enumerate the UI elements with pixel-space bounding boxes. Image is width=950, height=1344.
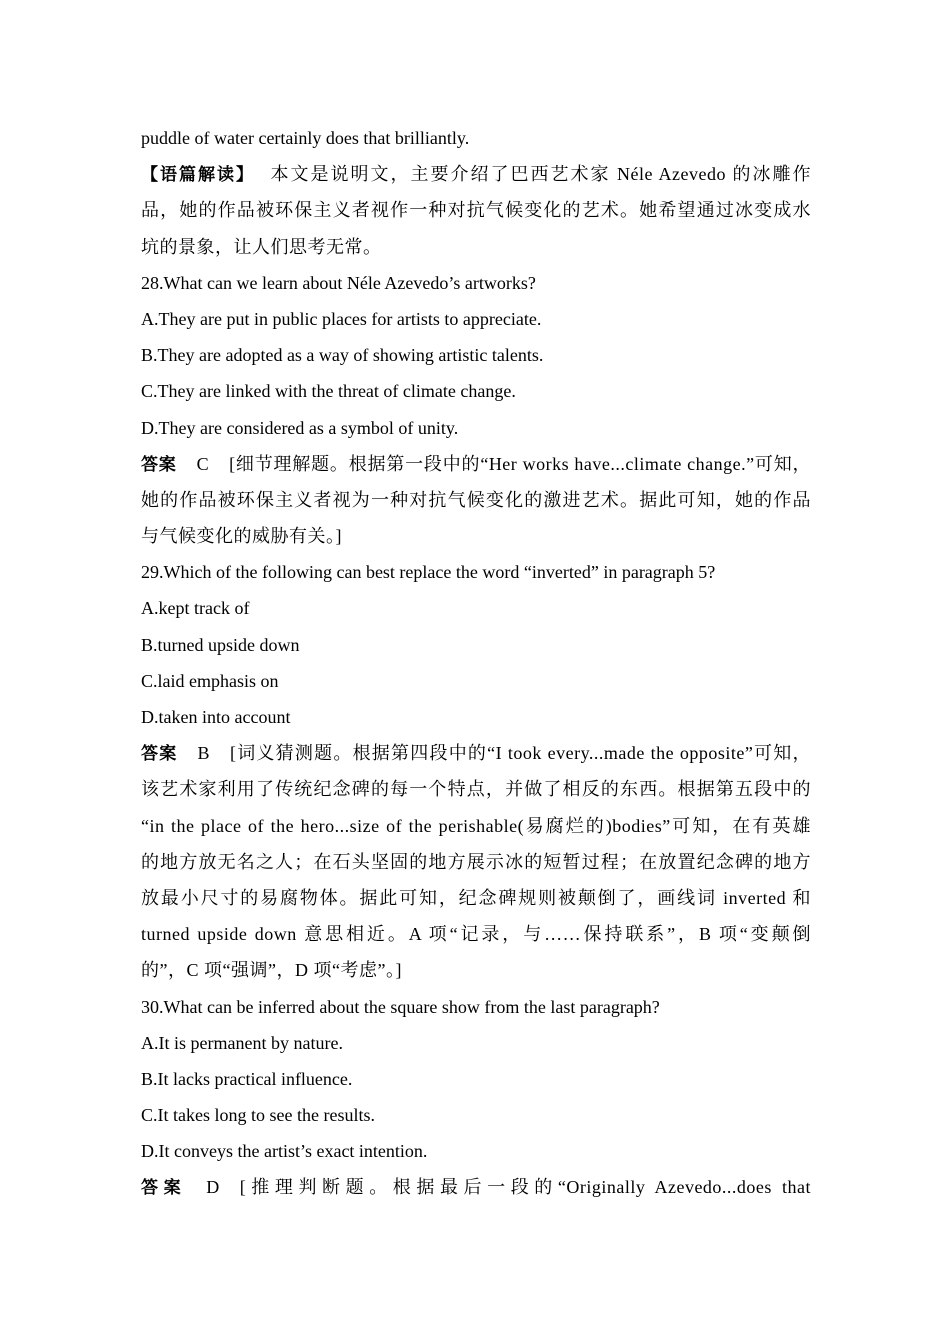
answer-explanation: [细节理解题。根据第一段中的“Her works have...climate change.”可知， xyxy=(229,453,812,474)
text-line: turned upside down 意思相近。A 项“记录，与……保持联系”，B 项“变颠倒 xyxy=(141,924,811,945)
option-b: B.turned upside down xyxy=(141,634,300,655)
question-28: 28.What can we learn about Néle Azevedo’s artworks? xyxy=(141,272,536,293)
text-line: 她的作品被环保主义者视为一种对抗气候变化的激进艺术。据此可知，她的作品 xyxy=(141,489,811,510)
answer-explanation: [推理判断题。根据最后一段的“Originally Azevedo...does that xyxy=(239,1177,812,1198)
option-a: A.They are put in public places for artists to appreciate. xyxy=(141,308,542,329)
answer-key: D xyxy=(206,1177,220,1198)
reading-summary-text: 本文是说明文，主要介绍了巴西艺术家 Néle Azevedo 的冰雕作 xyxy=(269,164,812,185)
text-line: puddle of water certainly does that brilliantly. xyxy=(141,128,470,148)
text-line: 的地方放无名之人；在石头坚固的地方展示冰的短暂过程；在放置纪念碑的地方 xyxy=(141,851,811,872)
answer-key: B xyxy=(197,743,210,764)
option-a: A.It is permanent by nature. xyxy=(141,1032,343,1053)
answer-label: 答案 xyxy=(141,454,177,475)
text-line: 该艺术家利用了传统纪念碑的每一个特点，并做了相反的东西。根据第五段中的 xyxy=(141,779,811,800)
option-c: C.It takes long to see the results. xyxy=(141,1105,375,1126)
reading-summary-label: 【语篇解读】 xyxy=(141,165,256,186)
answer-label: 答案 xyxy=(141,744,178,765)
option-a: A.kept track of xyxy=(141,598,250,619)
text-line: “in the place of the hero...size of the perishable(易腐烂的)bodies”可知，在有英雄 xyxy=(141,815,811,836)
text-line: 坑的景象，让人们思考无常。 xyxy=(141,236,382,257)
option-c: C.laid emphasis on xyxy=(141,670,279,691)
text-line: 的”，C 项“强调”，D 项“考虑”。] xyxy=(141,960,402,981)
answer-label: 答案 xyxy=(141,1178,187,1199)
option-d: D.taken into account xyxy=(141,707,291,727)
question-30: 30.What can be inferred about the square show from the last paragraph? xyxy=(141,996,660,1017)
answer-28-line xyxy=(141,446,811,482)
reading-summary-line xyxy=(141,156,811,192)
answer-30-line xyxy=(141,1169,811,1205)
text-line: 品，她的作品被环保主义者视作一种对抗气候变化的艺术。她希望通过冰变成水 xyxy=(141,200,811,221)
option-d: D.They are considered as a symbol of unity. xyxy=(141,417,459,438)
option-b: B.It lacks practical influence. xyxy=(141,1068,353,1089)
option-c: C.They are linked with the threat of climate change. xyxy=(141,381,516,402)
text-line: 与气候变化的威胁有关。] xyxy=(141,526,342,547)
answer-29-line xyxy=(141,735,811,771)
text-line: 放最小尺寸的易腐物体。据此可知，纪念碑规则被颠倒了，画线词 inverted 和 xyxy=(141,887,811,908)
option-d: D.It conveys the artist’s exact intention. xyxy=(141,1141,428,1162)
answer-key: C xyxy=(196,453,210,474)
document-page xyxy=(141,120,811,1206)
question-29: 29.Which of the following can best replace the word “inverted” in paragraph 5? xyxy=(141,562,716,583)
answer-explanation: [词义猜测题。根据第四段中的“I took every...made the opposite”可知， xyxy=(229,743,811,764)
option-b: B.They are adopted as a way of showing artistic talents. xyxy=(141,345,544,366)
